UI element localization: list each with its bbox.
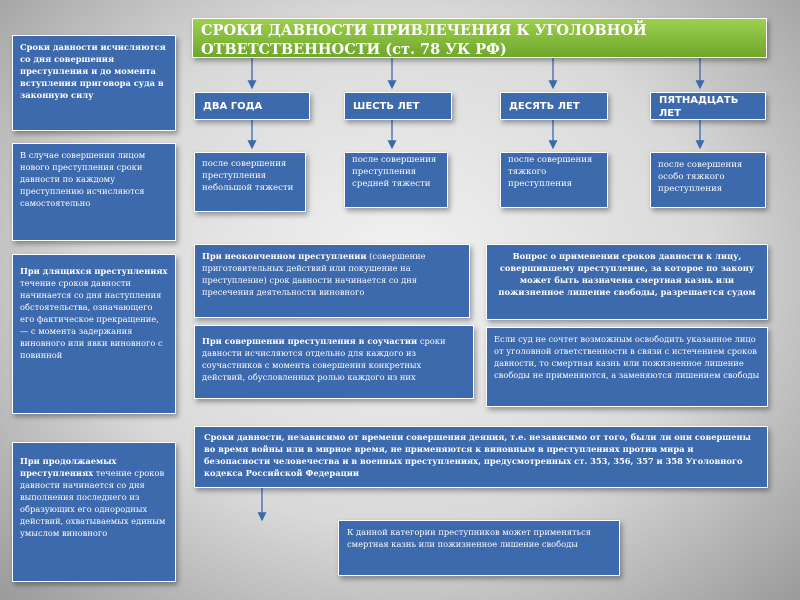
period-fifteen-years: ПЯТНАДЦАТЬ ЛЕТ <box>650 92 766 120</box>
continued-crimes-bold: При продолжаемых преступлениях <box>20 456 117 479</box>
left-new-crime-box: В случае совершения лицом нового преступления сроки давности по каждому преступлению исчисляются самостоятельно <box>12 143 176 241</box>
court-refusal-box: Если суд не сочтет возможным освободить указанное лицо от уголовной ответственности в связи с истечением сроков давности, то смертная казнь или пожизненное лишение свободы не применяются, а заменяются лишением свободы <box>486 327 768 407</box>
continuing-crimes-bold: При длящихся преступлениях <box>20 266 168 276</box>
war-crimes-box: Сроки давности, независимо от времени совершения деяния, т.е. независимо от того, были ли они совершены во время войны или в мирное время, не применяются к виновным в преступлениях против мира и безопасности человечества и в военных преступлениях, предусмотренных ст. 353, 356, 357 и 358 Уголовного кодекса Российской Федерации <box>194 426 768 488</box>
continuing-crimes-text: течение сроков давности начинается со дня наступления обстоятельства, означающего его фактическое прекращение, — с момента задержания виновного или явки виновного с повинной <box>20 278 163 361</box>
unfinished-crime-bold: При неоконченном преступлении <box>202 251 367 261</box>
period-two-years-desc: после совершения преступления небольшой тяжести <box>194 152 306 212</box>
unfinished-crime-box <box>194 244 470 318</box>
left-continued-crimes-box <box>12 442 176 582</box>
period-ten-years-desc: после совершения тяжкого преступления <box>500 152 608 208</box>
unfinished-crime-text: (совершение приготовительных действий или покушение на преступление) срок давности начинается со дня пресечения деятельности виновного <box>202 251 426 298</box>
period-six-years-desc: после совершения преступления средней тяжести <box>344 152 448 208</box>
category-note-box: К данной категории преступников может применяться смертная казнь или пожизненное лишение свободы <box>338 520 620 576</box>
continued-crimes-text: течение сроков давности начинается со дня выполнения последнего из образующих его однородных действий, охватываемых единым умыслом виновного <box>20 468 166 539</box>
left-continuing-crimes-box <box>12 254 176 414</box>
period-six-years: ШЕСТЬ ЛЕТ <box>344 92 452 120</box>
complicity-box <box>194 325 474 399</box>
left-computation-box: Сроки давности исчисляются со дня совершения преступления и до момента вступления приговора суда в законную силу <box>12 35 176 131</box>
period-fifteen-years-desc: после совершения особо тяжкого преступления <box>650 152 766 208</box>
complicity-bold: При совершении преступления в соучастии <box>202 336 418 346</box>
period-two-years: ДВА ГОДА <box>194 92 310 120</box>
period-ten-years: ДЕСЯТЬ ЛЕТ <box>500 92 608 120</box>
death-penalty-question-box: Вопрос о применении сроков давности к лицу, совершившему преступление, за которое по закону может быть назначена смертная казнь или пожизненное лишение свободы, разрешается судом <box>486 244 768 320</box>
complicity-text: сроки давности исчисляются отдельно для каждого из соучастников с момента совершения конкретных действий, обусловленных ролью каждого из них <box>202 336 446 383</box>
diagram-title: СРОКИ ДАВНОСТИ ПРИВЛЕЧЕНИЯ К УГОЛОВНОЙ ОТВЕТСТВЕННОСТИ (ст. 78 УК РФ) <box>192 18 767 58</box>
